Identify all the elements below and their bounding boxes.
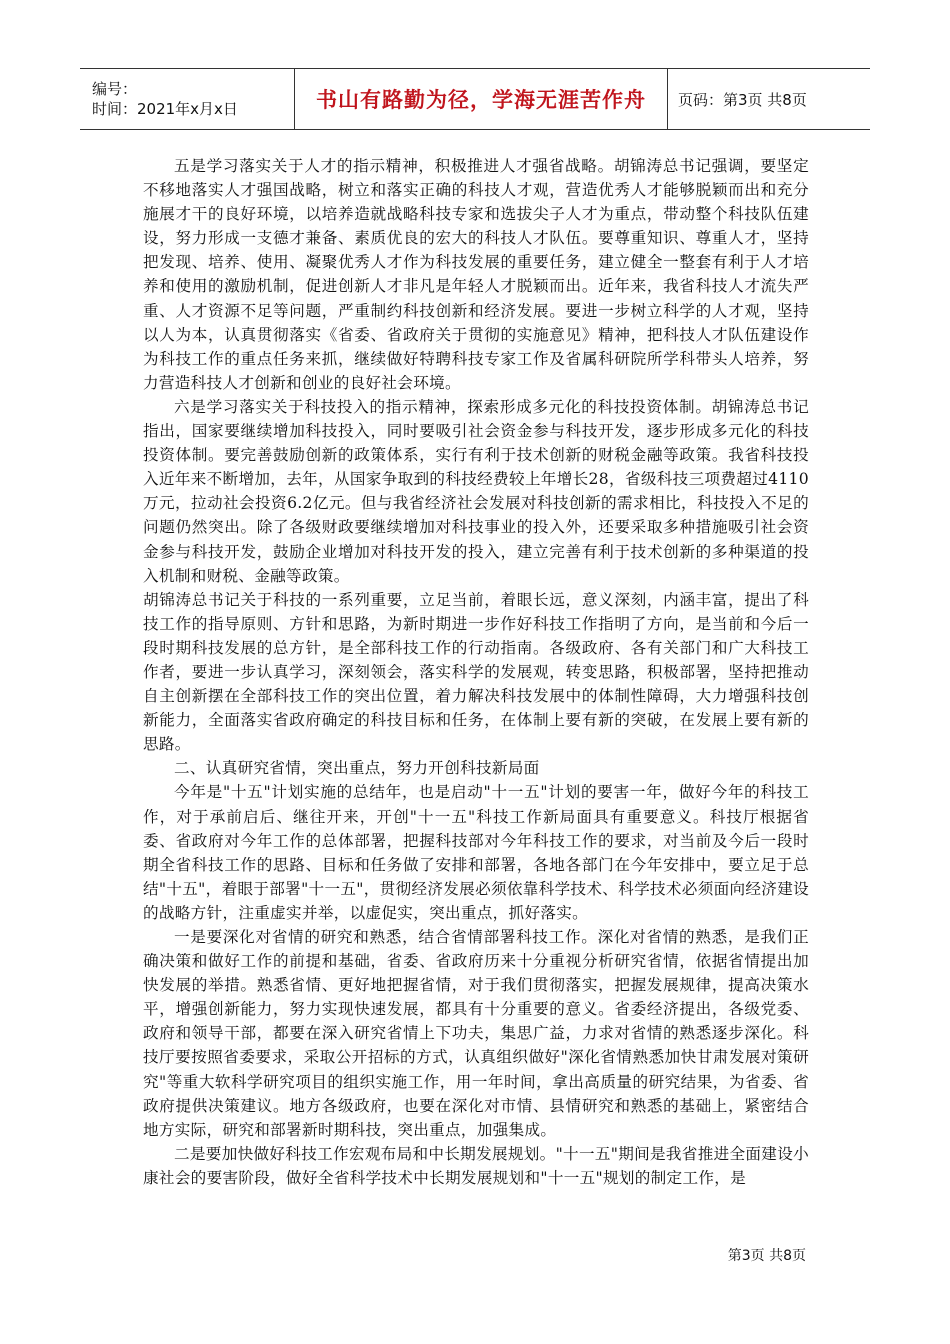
- header-meta: [80, 69, 295, 129]
- paragraph-talent: 五是学习落实关于人才的指示精神，积极推进人才强省战略。胡锦涛总书记强调，要坚定不移地落实人才强国战略，树立和落实正确的科技人才观，营造优秀人才能够脱颖而出和充分施展才干的良好环境，以培养造就战略科技专家和选拔尖子人才为重点，带动整个科技队伍建设，努力形成一支德才兼备、素质优良的宏大的科技人才队伍。要尊重知识、尊重人才，坚持把发现、培养、使用、凝聚优秀人才作为科技发展的重要任务，建立健全一整套有利于人才培养和使用的激励机制，促进创新人才非凡是年轻人才脱颖而出。近年来，我省科技人才流失严重、人才资源不足等问题，严重制约科技创新和经济发展。要进一步树立科学的人才观，坚持以人为本，认真贯彻落实《省委、省政府关于贯彻的实施意见》精神，把科技人才队伍建设作为科技工作的重点任务来抓，继续做好特聘科技专家工作及省属科研院所学科带头人培养，努力营造科技人才创新和创业的良好社会环境。: [143, 157, 809, 392]
- document-number-label: 编号：: [92, 80, 138, 98]
- paragraph-summary: 胡锦涛总书记关于科技的一系列重要，立足当前，着眼长远，意义深刻，内涵丰富，提出了科技工作的指导原则、方针和思路，为新时期进一步作好科技工作指明了方向，是当前和今后一段时期科技发展的总方针，是全部科技工作的行动指南。各级政府、各有关部门和广大科技工作者，要进一步认真学习，深刻领会，落实科学的发展观，转变思路，积极部署，坚持把推动自主创新摆在全部科技工作的突出位置，着力解决科技发展中的体制性障碍，大力增强科技创新能力，全面落实省政府确定的科技目标和任务，在体制上要有新的突破，在发展上要有新的思路。: [143, 590, 809, 754]
- footer-page-number: 第3页 共8页: [727, 1248, 806, 1264]
- paragraph-investment: 六是学习落实关于科技投入的指示精神，探索形成多元化的科技投资体制。胡锦涛总书记指出，国家要继续增加科技投入，同时要吸引社会资金参与科技开发，逐步形成多元化的科技投资体制。要完善鼓励创新的政策体系，实行有利于技术创新的财税金融等政策。我省科技投入近年来不断增加，去年，从国家争取到的科技经费较上年增长28，省级科技三项费超过4110万元，拉动社会投资6.2亿元。但与我省经济社会发展对科技创新的需求相比，科技投入不足的问题仍然突出。除了各级财政要继续增加对科技事业的投入外，还要采取多种措施吸引社会资金参与科技开发，鼓励企业增加对科技开发的投入，建立完善有利于技术创新的多种渠道的投入机制和财税、金融等政策。: [143, 397, 809, 585]
- paragraph-province-study: 一是要深化对省情的研究和熟悉，结合省情部署科技工作。深化对省情的熟悉，是我们正确决策和做好工作的前提和基础，省委、省政府历来十分重视分析研究省情，依据省情提出加快发展的举措。熟悉省情、更好地把握省情，对于我们贯彻落实，把握发展规律，提高决策水平，增强创新能力，努力实现快速发展，都具有十分重要的意义。省委经济提出，各级党委、政府和领导干部，都要在深入研究省情上下功夫，集思广益，力求对省情的熟悉逐步深化。科技厅要按照省委要求，采取公开招标的方式，认真组织做好"深化省情熟悉加快甘肃发展对策研究"等重大软科学研究项目的组织实施工作，用一年时间，拿出高质量的研究结果，为省委、省政府提供决策建议。地方各级政府，也要在深化对市情、县情研究和熟悉的基础上，紧密结合地方实际，研究和部署新时期科技，突出重点，加强集成。: [143, 928, 809, 1139]
- motto-text: 书山有路勤为径，学海无涯苦作舟: [316, 88, 646, 112]
- page-footer: [728, 1245, 806, 1265]
- paragraph-this-year: 今年是"十五"计划实施的总结年，也是启动"十一五"计划的要害一年，做好今年的科技工作，对于承前启后、继往开来，开创"十一五"科技工作新局面具有重要意义。科技厅根据省委、省政府对今年工作的总体部署，把握科技部对今年科技工作的要求，对当前及今后一段时期全省科技工作的思路、目标和任务做了安排和部署，各地各部门在今年安排中，要立足于总结"十五"，着眼于部署"十一五"，贯彻经济发展必须依靠科学技术、科学技术必须面向经济建设的战略方针，注重虚实并举，以虚促实，突出重点，抓好落实。: [143, 783, 809, 922]
- page-header: [80, 68, 870, 130]
- paragraph-planning: 二是要加快做好科技工作宏观布局和中长期发展规划。"十一五"期间是我省推进全面建设小康社会的要害阶段，做好全省科学技术中长期发展规划和"十一五"规划的制定工作，是: [143, 1144, 809, 1187]
- document-body: [143, 154, 809, 1190]
- document-time-label: 时间：2021年x月x日: [92, 100, 238, 118]
- header-motto: [295, 69, 668, 129]
- page-number-label: 页码：第3页 共8页: [678, 90, 807, 109]
- section-heading: 二、认真研究省情，突出重点，努力开创科技新局面: [174, 759, 540, 778]
- header-page-number: [668, 69, 870, 129]
